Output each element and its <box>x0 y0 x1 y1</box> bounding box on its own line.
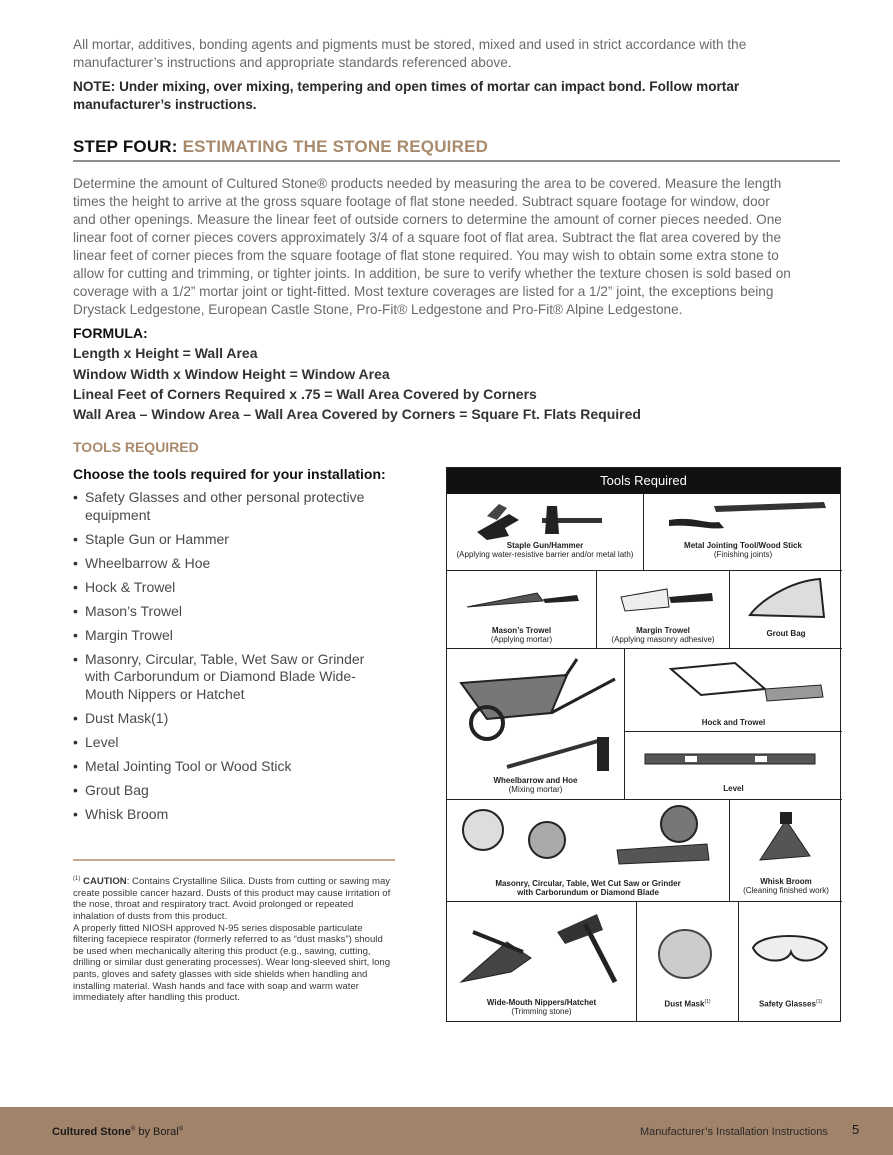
step-title: ESTIMATING THE STONE REQUIRED <box>182 137 489 156</box>
cell-jointing-tool <box>644 494 842 571</box>
note-line-2: manufacturer’s instructions. <box>73 97 257 112</box>
caption <box>447 776 624 794</box>
cell-staple-gun-hammer <box>447 494 644 571</box>
caution-marker: (1) <box>73 876 81 882</box>
intro-paragraph <box>73 36 863 72</box>
nippers-hatchet-icon <box>447 902 637 992</box>
list-item: • Whisk Broom <box>73 806 383 824</box>
list-item: • Dust Mask(1) <box>73 710 383 728</box>
caption-title: Masonry, Circular, Table, Wet Cut Saw or Grinder <box>495 879 681 888</box>
list-item: • Wheelbarrow & Hoe <box>73 555 383 573</box>
list-item: • Safety Glasses and other personal protective equipment <box>73 489 383 524</box>
caption-title: Hock and Trowel <box>701 718 766 727</box>
caption <box>730 629 842 638</box>
tools-heading: TOOLS REQUIRED <box>73 439 199 455</box>
caption <box>625 718 842 727</box>
body-line: linear feet of corner pieces from the square footage of flat stone required. You may wish to obtain some extra stone to <box>73 248 779 263</box>
caption <box>447 626 596 644</box>
caption-title: Wheelbarrow and Hoe <box>493 776 578 785</box>
caption <box>597 626 729 644</box>
caption-sub: (Cleaning finished work) <box>743 886 829 895</box>
caption-title: Staple Gun/Hammer <box>506 541 584 550</box>
cell-margin-trowel <box>597 571 730 649</box>
page-number: 5 <box>852 1122 860 1137</box>
footer-doc-title: Manufacturer’s Installation Instructions <box>640 1126 828 1138</box>
caption <box>637 998 738 1009</box>
saw-icon <box>447 800 730 876</box>
step-heading <box>73 137 488 157</box>
grid-title: Tools Required <box>447 468 840 494</box>
step-prefix: STEP FOUR: <box>73 137 178 156</box>
dust-mask-icon <box>637 902 739 992</box>
list-item: • Mason’s Trowel <box>73 603 383 621</box>
formula-line: Lineal Feet of Corners Required x .75 = Wall Area Covered by Corners <box>73 385 537 402</box>
caution-note <box>73 874 395 1004</box>
brand-name: Cultured Stone <box>52 1126 131 1138</box>
caution-text: : Contains Crystalline Silica. Dusts from cutting or sawing may create possible cancer hazard. Dusts of this product may cause irritation of the nose, throat and respiratory tract. Avoid prolonged or repeated inhalation of dusts from this product. <box>73 876 391 922</box>
caption <box>730 877 842 895</box>
formula-heading: FORMULA: <box>73 325 148 341</box>
masons-trowel-icon <box>447 571 597 626</box>
caption-sub: (Finishing joints) <box>713 550 773 559</box>
wheelbarrow-icon <box>447 649 625 774</box>
body-line: allow for cutting and trimming, or tighter joints. In addition, be sure to verify whether the texture chosen is sold based on <box>73 266 791 281</box>
caption-sub: (Trimming stone) <box>511 1007 572 1016</box>
caption <box>644 541 842 559</box>
tools-list <box>73 489 383 830</box>
list-item: • Hock & Trowel <box>73 579 383 597</box>
caption <box>447 541 643 559</box>
caption <box>625 784 842 793</box>
caption-title: Grout Bag <box>766 629 806 638</box>
tools-required-grid <box>446 467 841 1022</box>
caution-divider <box>73 859 395 861</box>
caption-sub: (Mixing mortar) <box>508 785 563 794</box>
list-item: • Staple Gun or Hammer <box>73 531 383 549</box>
caption-title: Margin Trowel <box>636 626 690 635</box>
body-line: and other openings. Measure the linear feet of outside corners to determine the amount of corner pieces needed. One <box>73 212 782 227</box>
formula-line: Window Width x Window Height = Window Area <box>73 365 390 382</box>
cell-level <box>625 732 842 800</box>
list-item: • Masonry, Circular, Table, Wet Saw or Grinder with Carborundum or Diamond Blade Wide-Mouth Nippers or Hatchet <box>73 651 383 704</box>
cell-whisk-broom <box>730 800 842 902</box>
brand-by: by Boral <box>135 1126 179 1138</box>
caption <box>447 879 729 897</box>
list-item: • Metal Jointing Tool or Wood Stick <box>73 758 383 776</box>
cell-masons-trowel <box>447 571 597 649</box>
step-divider <box>73 160 840 162</box>
hock-trowel-icon <box>625 649 842 714</box>
cell-grout-bag <box>730 571 842 649</box>
caption-title: Dust Mask <box>664 999 705 1009</box>
caption-title: Mason’s Trowel <box>491 626 552 635</box>
formula-block <box>73 323 863 424</box>
footer-bar <box>0 1107 893 1155</box>
grout-bag-icon <box>730 571 842 626</box>
tools-instruction: Choose the tools required for your installation: <box>73 466 386 482</box>
mortar-note <box>73 78 863 114</box>
note-line-1: NOTE: Under mixing, over mixing, tempering and open times of mortar can impact bond. Follow mortar <box>73 79 740 94</box>
step-body <box>73 175 863 319</box>
caption-sup: (1) <box>704 999 711 1005</box>
cell-dust-mask <box>637 902 739 1022</box>
intro-line-1: All mortar, additives, bonding agents and pigments must be stored, mixed and used in strict accordance with the <box>73 37 747 52</box>
safety-glasses-icon <box>739 902 842 992</box>
caption <box>447 998 636 1016</box>
list-item: • Margin Trowel <box>73 627 383 645</box>
caption-sub: (Applying masonry adhesive) <box>611 635 715 644</box>
whisk-broom-icon <box>730 800 842 876</box>
body-line: Drystack Ledgestone, European Castle Stone, Pro-Fit® Ledgestone and Pro-Fit® Alpine Ledgestone. <box>73 302 683 317</box>
margin-trowel-icon <box>597 571 730 626</box>
caption-sub: (Applying mortar) <box>490 635 553 644</box>
body-line: linear foot of corner pieces covers approximately 3/4 of a square foot of flat area. Subtract the flat area covered by the <box>73 230 782 245</box>
caption-title-2: with Carborundum or Diamond Blade <box>517 888 659 897</box>
body-line: times the height to arrive at the gross square footage of flat stone needed. Subtract square footage for window, door <box>73 194 770 209</box>
cell-wheelbarrow-hoe <box>447 649 625 800</box>
caption-sup: (1) <box>815 999 823 1005</box>
intro-line-2: manufacturer’s instructions and appropriate standards referenced above. <box>73 55 512 70</box>
jointing-tool-icon <box>644 494 842 544</box>
caution-label: CAUTION <box>83 876 127 888</box>
body-line: Determine the amount of Cultured Stone® products needed by measuring the area to be covered. Measure the length <box>73 176 782 191</box>
brand-reg: ® <box>130 1126 136 1133</box>
cell-nippers-hatchet <box>447 902 637 1022</box>
caption-title: Whisk Broom <box>760 877 812 886</box>
list-item: • Level <box>73 734 383 752</box>
cell-saws <box>447 800 730 902</box>
body-line: coverage with a 1/2” mortar joint or tight-fitted. Most texture coverages are listed for a 1/2” joint, the exceptions being <box>73 284 774 299</box>
caption <box>739 998 842 1009</box>
list-item: • Grout Bag <box>73 782 383 800</box>
caption-title: Safety Glasses <box>758 999 816 1009</box>
footer-brand <box>52 1126 183 1138</box>
cell-safety-glasses <box>739 902 842 1022</box>
caution-text-2: A properly fitted NIOSH approved N-95 series disposable particulate filtering facepiece respirator (formerly referred to as “dust masks”) should be used when mechanically altering this product (e.g., sawing, cutting, drilling or similar dust generating processes). Wear long-sleeved shirt, long pants, gloves and safety glasses with side shields when handling and installing material. Wash hands and face with soap and warm water immediately after handling this product. <box>73 922 391 1004</box>
level-icon <box>625 732 842 782</box>
cell-hock-trowel <box>625 649 842 732</box>
caption-title: Metal Jointing Tool/Wood Stick <box>684 541 802 550</box>
caption-title: Level <box>723 784 744 793</box>
formula-line: Wall Area – Window Area – Wall Area Covered by Corners = Square Ft. Flats Required <box>73 406 641 423</box>
caption-title: Wide-Mouth Nippers/Hatchet <box>486 998 597 1007</box>
formula-line: Length x Height = Wall Area <box>73 345 258 362</box>
caption-sub: (Applying water-resistive barrier and/or metal lath) <box>456 550 634 559</box>
brand-reg-2: ® <box>178 1126 184 1133</box>
